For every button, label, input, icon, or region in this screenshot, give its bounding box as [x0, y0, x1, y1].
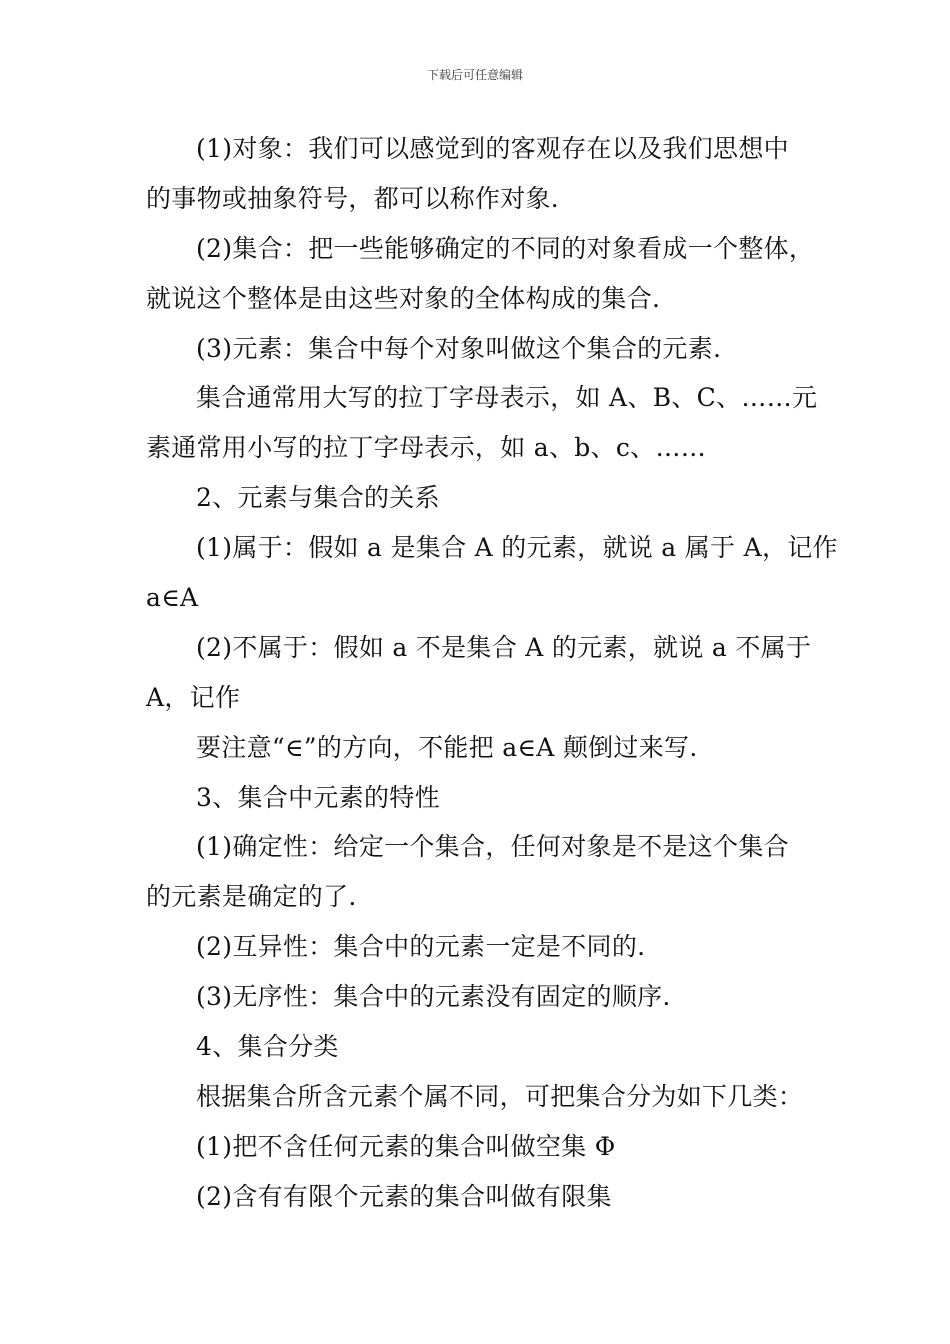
paragraph-line: (1)属于：假如 a 是集合 A 的元素，就说 a 属于 A，记作	[196, 533, 838, 562]
paragraph-line: 的元素是确定的了.	[146, 882, 357, 911]
paragraph-line: A，记作	[146, 683, 241, 712]
section-heading: 4、集合分类	[196, 1032, 339, 1061]
paragraph-line: 的事物或抽象符号，都可以称作对象.	[146, 184, 560, 213]
paragraph-line: (2)不属于：假如 a 不是集合 A 的元素，就说 a 不属于	[196, 633, 812, 662]
paragraph-line: 就说这个整体是由这些对象的全体构成的集合.	[146, 284, 661, 313]
paragraph-line: (3)元素：集合中每个对象叫做这个集合的元素.	[196, 334, 722, 363]
paragraph-line: 素通常用小写的拉丁字母表示，如 a、b、c、……	[146, 433, 707, 462]
paragraph-line: (3)无序性：集合中的元素没有固定的顺序.	[196, 982, 671, 1011]
section-heading: 3、集合中元素的特性	[196, 783, 440, 812]
paragraph-line: (2)集合：把一些能够确定的不同的对象看成一个整体，	[196, 234, 815, 263]
paragraph-line: (2)互异性：集合中的元素一定是不同的.	[196, 932, 646, 961]
paragraph-line: 要注意“∈”的方向，不能把 a∈A 颠倒过来写.	[196, 733, 698, 762]
paragraph-line: 集合通常用大写的拉丁字母表示，如 A、B、C、……元	[196, 383, 818, 412]
paragraph-line: (1)确定性：给定一个集合，任何对象是不是这个集合	[196, 832, 789, 861]
paragraph-line: a∈A	[146, 583, 199, 612]
paragraph-line: (1)把不含任何元素的集合叫做空集 Φ	[196, 1132, 616, 1161]
paragraph-line: (2)含有有限个元素的集合叫做有限集	[196, 1182, 612, 1211]
section-heading: 2、元素与集合的关系	[196, 483, 440, 512]
page-header: 下载后可任意编辑	[426, 68, 523, 82]
paragraph-line: 根据集合所含元素个属不同，可把集合分为如下几类：	[196, 1082, 804, 1111]
paragraph-line: (1)对象：我们可以感觉到的客观存在以及我们思想中	[196, 134, 789, 163]
